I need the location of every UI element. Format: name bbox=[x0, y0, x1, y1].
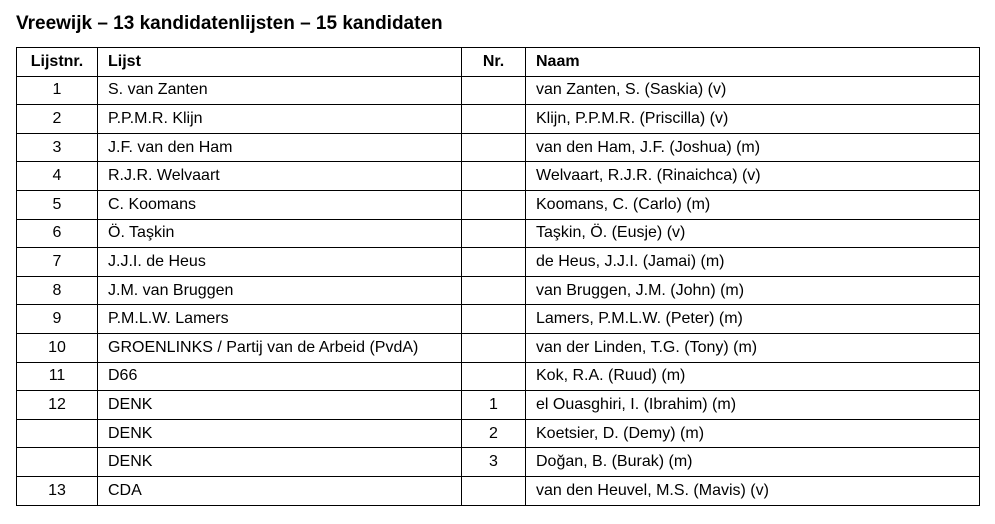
table-row bbox=[17, 476, 980, 505]
cell-naam: Koetsier, D. (Demy) (m) bbox=[526, 419, 980, 448]
cell-lijstnr: 12 bbox=[17, 391, 98, 420]
table-row bbox=[17, 448, 980, 477]
cell-lijst: J.F. van den Ham bbox=[98, 133, 462, 162]
table-row bbox=[17, 333, 980, 362]
table-header-row bbox=[17, 48, 980, 77]
table-row bbox=[17, 248, 980, 277]
cell-lijst: DENK bbox=[98, 419, 462, 448]
table-row bbox=[17, 190, 980, 219]
cell-nr bbox=[462, 133, 526, 162]
cell-lijstnr: 10 bbox=[17, 333, 98, 362]
cell-lijst: J.J.I. de Heus bbox=[98, 248, 462, 277]
cell-nr bbox=[462, 276, 526, 305]
cell-naam: Welvaart, R.J.R. (Rinaichca) (v) bbox=[526, 162, 980, 191]
cell-nr bbox=[462, 476, 526, 505]
cell-naam: van Bruggen, J.M. (John) (m) bbox=[526, 276, 980, 305]
table-row bbox=[17, 391, 980, 420]
cell-nr bbox=[462, 333, 526, 362]
cell-nr bbox=[462, 162, 526, 191]
cell-lijstnr: 7 bbox=[17, 248, 98, 277]
column-header-naam: Naam bbox=[526, 48, 980, 77]
cell-lijstnr: 5 bbox=[17, 190, 98, 219]
cell-lijstnr: 9 bbox=[17, 305, 98, 334]
cell-lijst: DENK bbox=[98, 391, 462, 420]
cell-lijstnr: 3 bbox=[17, 133, 98, 162]
cell-lijstnr: 4 bbox=[17, 162, 98, 191]
table-row bbox=[17, 276, 980, 305]
cell-lijst: R.J.R. Welvaart bbox=[98, 162, 462, 191]
table-row bbox=[17, 76, 980, 105]
cell-lijstnr bbox=[17, 419, 98, 448]
cell-nr bbox=[462, 105, 526, 134]
cell-nr: 3 bbox=[462, 448, 526, 477]
cell-nr: 2 bbox=[462, 419, 526, 448]
cell-naam: Klijn, P.P.M.R. (Priscilla) (v) bbox=[526, 105, 980, 134]
cell-naam: Koomans, C. (Carlo) (m) bbox=[526, 190, 980, 219]
cell-naam: Lamers, P.M.L.W. (Peter) (m) bbox=[526, 305, 980, 334]
column-header-lijst: Lijst bbox=[98, 48, 462, 77]
cell-lijstnr: 8 bbox=[17, 276, 98, 305]
cell-nr bbox=[462, 248, 526, 277]
cell-nr: 1 bbox=[462, 391, 526, 420]
column-header-lijstnr: Lijstnr. bbox=[17, 48, 98, 77]
cell-lijst: P.M.L.W. Lamers bbox=[98, 305, 462, 334]
cell-naam: Doğan, B. (Burak) (m) bbox=[526, 448, 980, 477]
table-row bbox=[17, 219, 980, 248]
table-row bbox=[17, 105, 980, 134]
cell-lijst: GROENLINKS / Partij van de Arbeid (PvdA) bbox=[98, 333, 462, 362]
table-row bbox=[17, 305, 980, 334]
cell-naam: Kok, R.A. (Ruud) (m) bbox=[526, 362, 980, 391]
cell-lijstnr: 1 bbox=[17, 76, 98, 105]
cell-naam: de Heus, J.J.I. (Jamai) (m) bbox=[526, 248, 980, 277]
cell-naam: van den Ham, J.F. (Joshua) (m) bbox=[526, 133, 980, 162]
cell-lijst: S. van Zanten bbox=[98, 76, 462, 105]
cell-naam: van Zanten, S. (Saskia) (v) bbox=[526, 76, 980, 105]
cell-lijstnr bbox=[17, 448, 98, 477]
cell-lijstnr: 2 bbox=[17, 105, 98, 134]
table-row bbox=[17, 362, 980, 391]
cell-lijst: J.M. van Bruggen bbox=[98, 276, 462, 305]
table-row bbox=[17, 162, 980, 191]
cell-lijstnr: 11 bbox=[17, 362, 98, 391]
cell-lijstnr: 6 bbox=[17, 219, 98, 248]
cell-lijstnr: 13 bbox=[17, 476, 98, 505]
cell-lijst: DENK bbox=[98, 448, 462, 477]
cell-lijst: P.P.M.R. Klijn bbox=[98, 105, 462, 134]
cell-naam: el Ouasghiri, I. (Ibrahim) (m) bbox=[526, 391, 980, 420]
cell-lijst: CDA bbox=[98, 476, 462, 505]
candidates-table bbox=[16, 47, 980, 506]
column-header-nr: Nr. bbox=[462, 48, 526, 77]
cell-lijst: C. Koomans bbox=[98, 190, 462, 219]
cell-naam: van den Heuvel, M.S. (Mavis) (v) bbox=[526, 476, 980, 505]
cell-nr bbox=[462, 190, 526, 219]
cell-naam: van der Linden, T.G. (Tony) (m) bbox=[526, 333, 980, 362]
cell-nr bbox=[462, 362, 526, 391]
cell-naam: Taşkin, Ö. (Eusje) (v) bbox=[526, 219, 980, 248]
table-row bbox=[17, 419, 980, 448]
table-row bbox=[17, 133, 980, 162]
cell-nr bbox=[462, 76, 526, 105]
cell-nr bbox=[462, 305, 526, 334]
cell-lijst: Ö. Taşkin bbox=[98, 219, 462, 248]
cell-lijst: D66 bbox=[98, 362, 462, 391]
cell-nr bbox=[462, 219, 526, 248]
page-title: Vreewijk – 13 kandidatenlijsten – 15 kandidaten bbox=[16, 13, 443, 34]
